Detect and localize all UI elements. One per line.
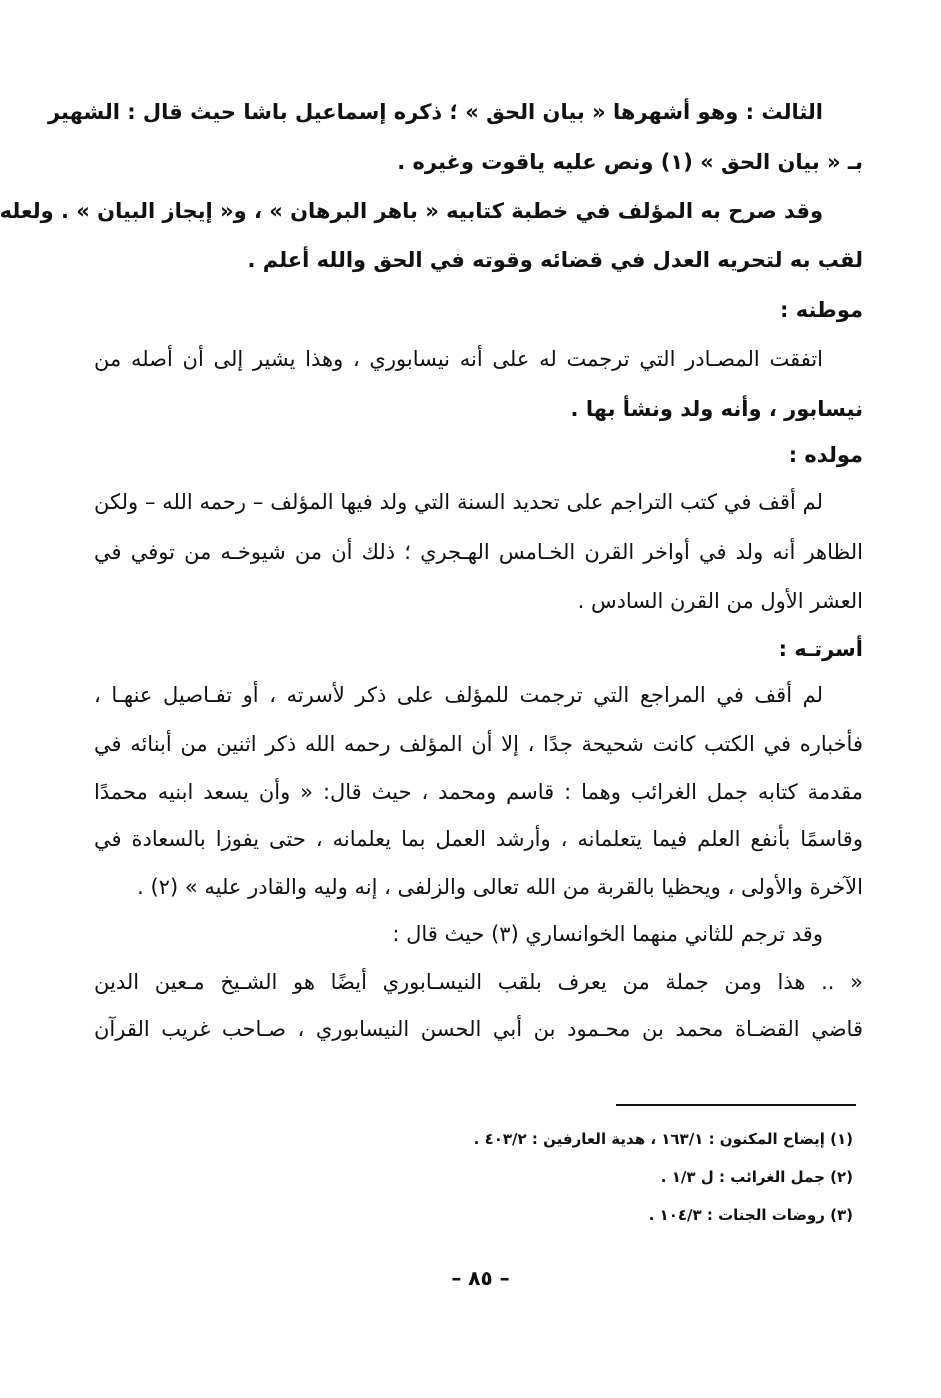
text-line: اتفقت المصـادر التي ترجمت له على أنه نيسابوري ، وهذا يشير إلى أن أصله من [94,347,823,371]
text-line: الآخرة والأولى ، ويحظيا بالقربة من الله تعالى والزلفى ، إنه وليه والقادر عليه » (٢) . [137,875,863,899]
text-line: وقد صرح به المؤلف في خطبة كتابيه « باهر البرهان » ، و« إيجاز البيان » . ولعله [0,199,823,223]
footnote: (١) إيضاح المكنون : ١٦٣/١ ، هدية العارفين : ٤٠٣/٢ . [473,1130,853,1148]
footnote: (٣) روضات الجنات : ١٠٤/٣ . [648,1206,853,1224]
section-heading-birth: مولده : [788,443,863,467]
text-line: فأخباره في الكتب كانت شحيحة جدًا ، إلا أن المؤلف رحمه الله ذكر اثنين من أبنائه في [94,732,863,756]
section-heading-homeland: موطنه : [780,298,863,322]
text-line: لقب به لتحريه العدل في قضائه وقوته في الحق والله أعلم . [247,248,863,272]
text-line: مقدمة كتابه جمل الغرائب وهما : قاسم ومحمد ، حيث قال: « وأن يسعد ابنيه محمدًا [94,780,863,804]
text-line: وقد ترجم للثاني منهما الخوانساري (٣) حيث قال : [392,922,823,946]
text-line: « .. هذا ومن جملة من يعرف بلقب النيسـابوري أيضًا هو الشـيخ مـعين الدين [94,970,863,994]
footnote: (٢) جمل الغرائب : ل ١/٣ . [660,1168,853,1186]
text-line: وقاسمًا بأنفع العلم فيما يتعلمانه ، وأرشد العمل بما يعلمانه ، حتى يفوزا بالسعادة في [94,827,863,851]
text-line: بـ « بيان الحق » (١) ونص عليه ياقوت وغيره . [397,150,863,174]
text-line: لم أقف في المراجع التي ترجمت للمؤلف على ذكر لأسرته ، أو تفـاصيل عنهـا ، [94,683,823,707]
text-line: العشر الأول من القرن السادس . [577,589,863,613]
text-line: قاضي القضـاة محمد بن محـمود بن أبي الحسن النيسابوري ، صـاحب غريب القرآن [94,1017,863,1041]
footnote-divider [616,1104,856,1106]
text-line: الظاهر أنه ولد في أواخر القرن الخـامس الهـجري ؛ ذلك أن من شيوخـه من توفي في [94,540,863,564]
text-line: لم أقف في كتب التراجم على تحديد السنة التي ولد فيها المؤلف – رحمه الله – ولكن [94,490,823,514]
text-line: الثالث : وهو أشهرها « بيان الحق » ؛ ذكره إسماعيل باشا حيث قال : الشهير [47,100,823,124]
page-number: – ٨٥ – [451,1266,510,1290]
text-line: نيسابور ، وأنه ولد ونشأ بها . [570,397,863,421]
section-heading-family: أسرتـه : [778,637,863,661]
